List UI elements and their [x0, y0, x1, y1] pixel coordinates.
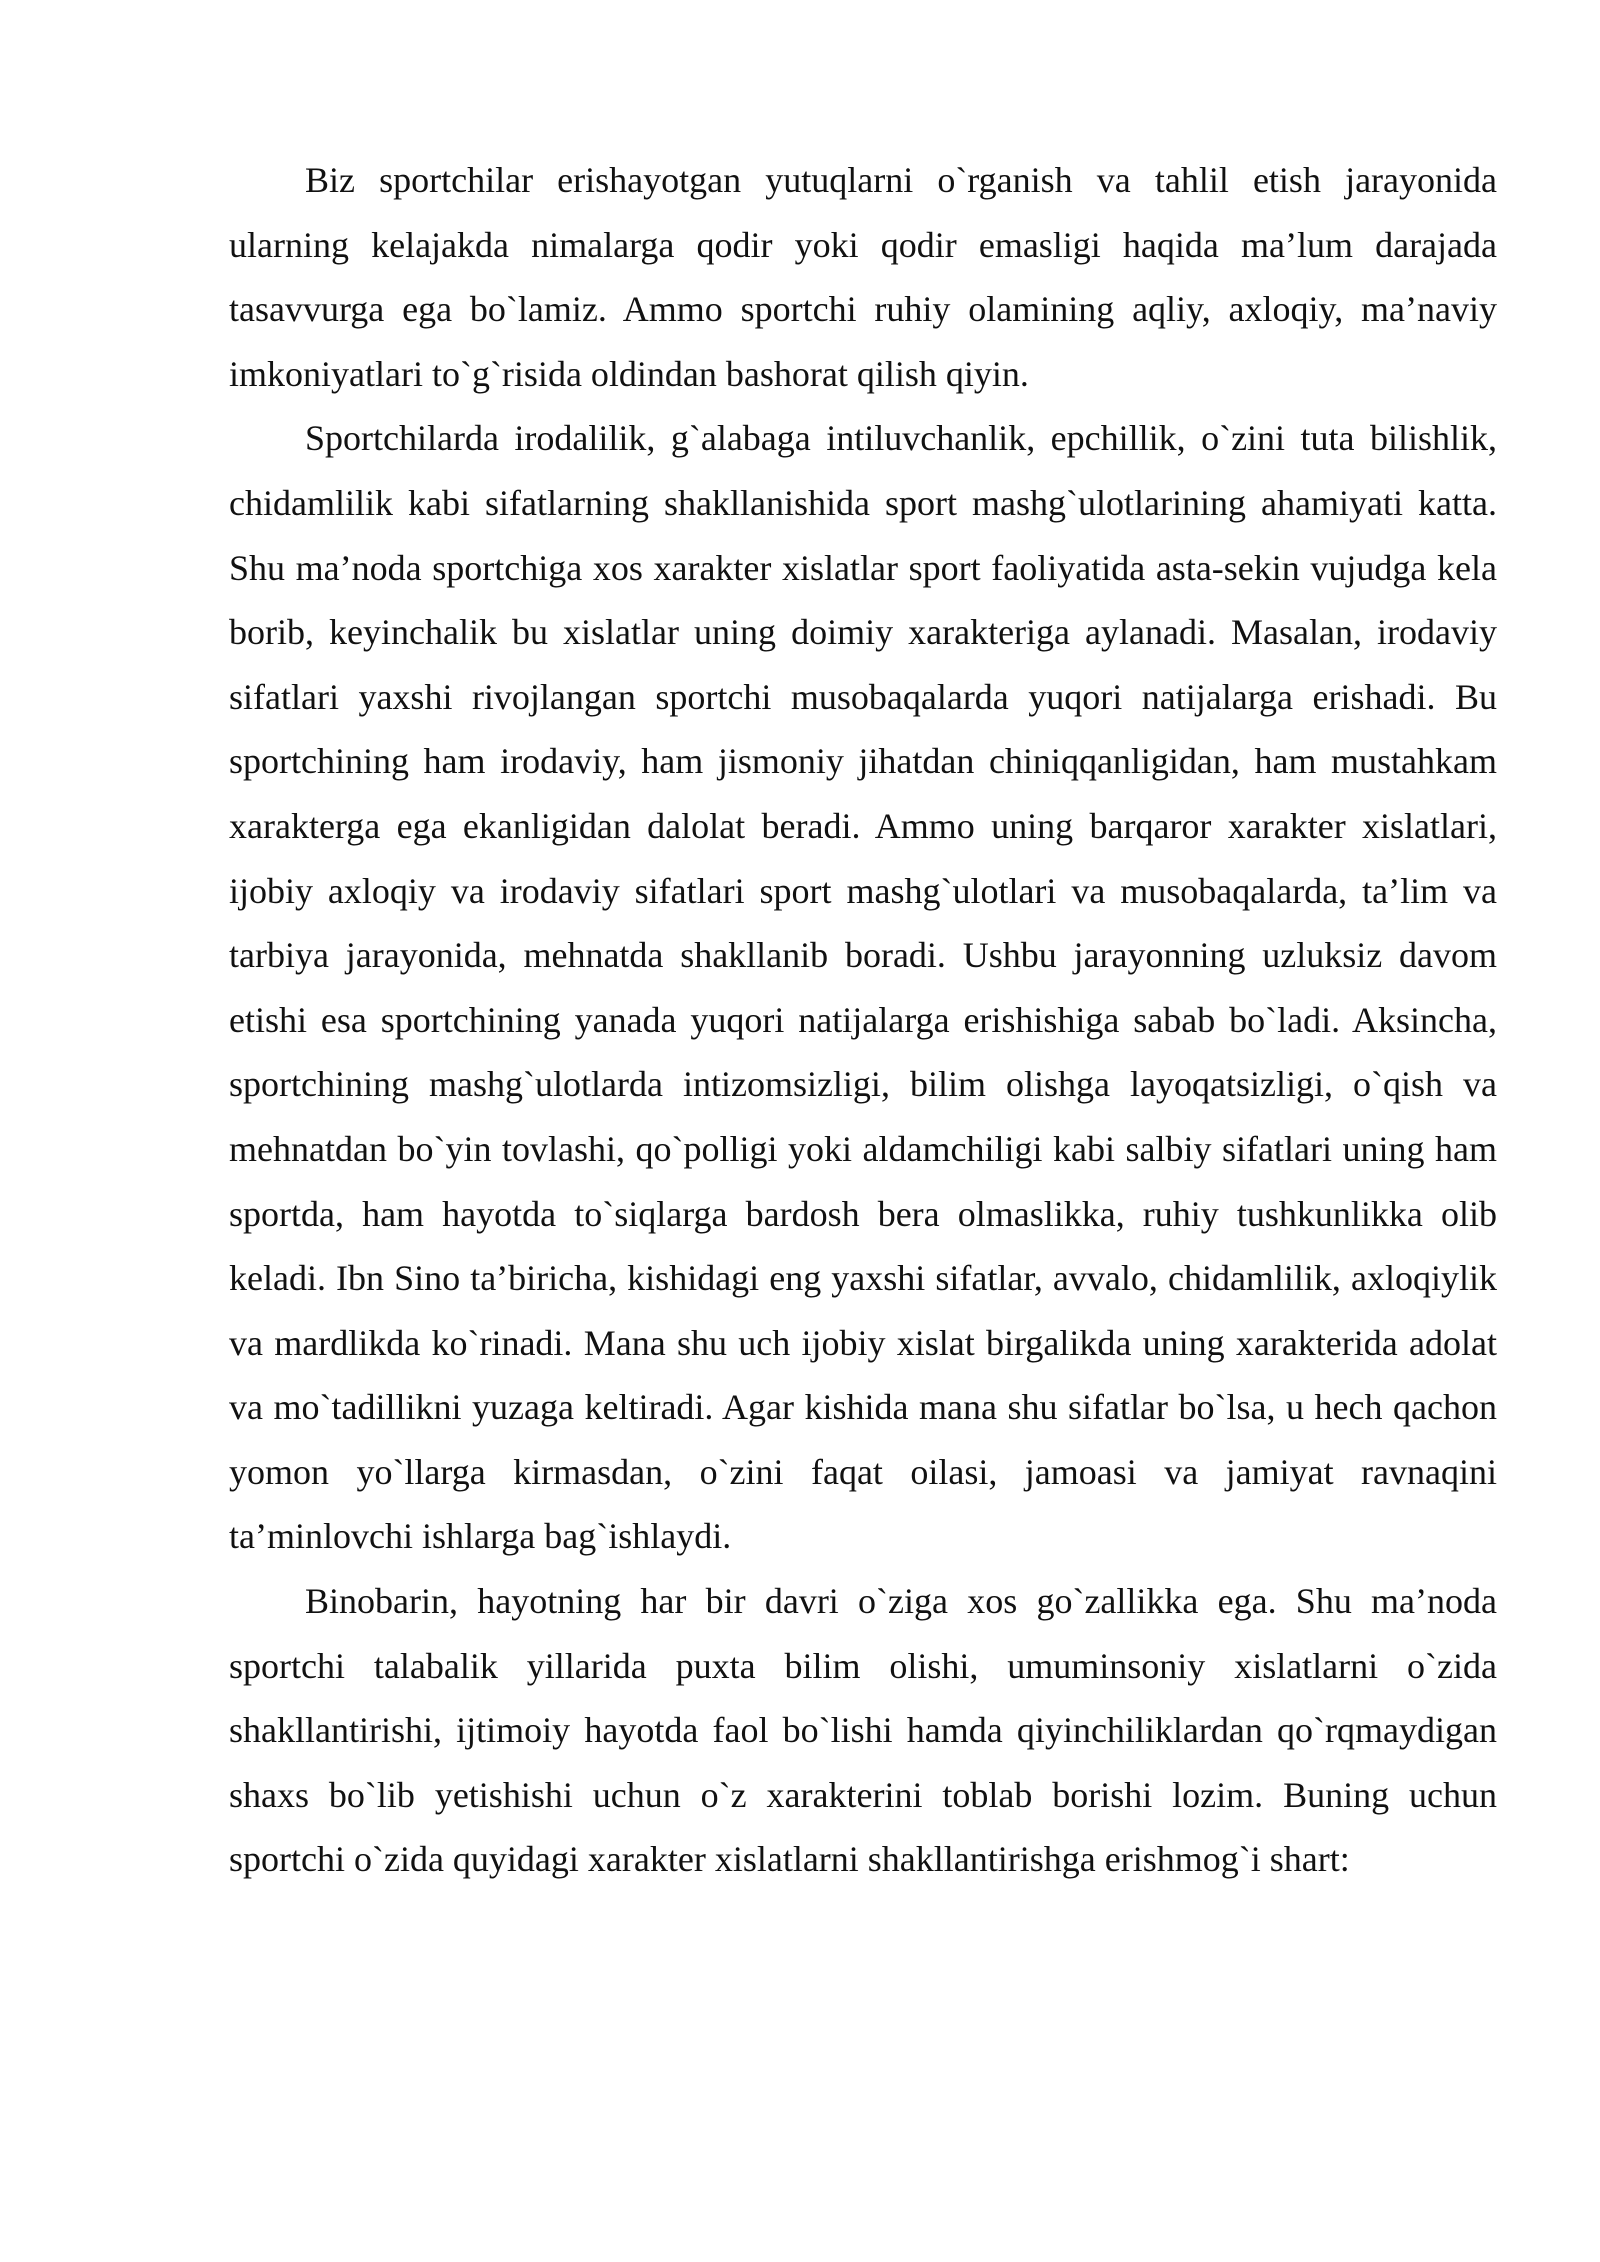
paragraph-2: Sportchilarda irodalilik, g`alabaga intiluvchanlik, epchillik, o`zini tuta bilishlik, chidamlilik kabi sifatlarning shakllanishida sport mashg`ulotlarining ahamiyati katta. Shu ma’noda sportchiga xos xarakter xislatlar sport faoliyatida asta-sekin vujudga kela borib, keyinchalik bu xislatlar uning doimiy xarakteriga aylanadi. Masalan, irodaviy sifatlari yaxshi rivojlangan sportchi musobaqalarda yuqori natijalarga erishadi. Bu sportchining ham irodaviy, ham jismoniy jihatdan chiniqqanligidan, ham mustahkam xarakterga ega ekanligidan dalolat beradi. Ammo uning barqaror xarakter xislatlari, ijobiy axloqiy va irodaviy sifatlari sport mashg`ulotlari va musobaqalarda, ta’lim va tarbiya jarayonida, mehnatda shakllanib boradi. Ushbu jarayonning uzluksiz davom etishi esa sportchining yanada yuqori natijalarga erishishiga sabab bo`ladi. Aksincha, sportchining mashg`ulotlarda intizomsizligi, bilim olishga layoqatsizligi, o`qish va mehnatdan bo`yin tovlashi, qo`polligi yoki aldamchiligi kabi salbiy sifatlari uning ham sportda, ham hayotda to`siqlarga bardosh bera olmaslikka, ruhiy tushkunlikka olib keladi. Ibn Sino ta’biricha, kishidagi eng yaxshi sifatlar, avvalo, chidamlilik, axloqiylik va mardlikda ko`rinadi. Mana shu uch ijobiy xislat birgalikda uning xarakterida adolat va mo`tadillikni yuzaga keltiradi. Agar kishida mana shu sifatlar bo`lsa, u hech qachon yomon yo`llarga kirmasdan, o`zini faqat oilasi, jamoasi va jamiyat ravnaqini ta’minlovchi ishlarga bag`ishlaydi. [229, 418, 1497, 1557]
paragraph-1: Biz sportchilar erishayotgan yutuqlarni o`rganish va tahlil etish jarayonida ularning kelajakda nimalarga qodir yoki qodir emasligi haqida ma’lum darajada tasavvurga ega bo`lamiz. Ammo sportchi ruhiy olamining aqliy, axloqiy, ma’naviy imkoniyatlari to`g`risida oldindan bashorat qilish qiyin. [229, 160, 1497, 394]
paragraph-3: Binobarin, hayotning har bir davri o`ziga xos go`zallikka ega. Shu ma’noda sportchi talabalik yillarida puxta bilim olishi, umuminsoniy xislatlarni o`zida shakllantirishi, ijtimoiy hayotda faol bo`lishi hamda qiyinchiliklardan qo`rqmaydigan shaxs bo`lib yetishishi uchun o`z xarakterini toblab borishi lozim. Buning uchun sportchi o`zida quyidagi xarakter xislatlarni shakllantirishga erishmog`i shart: [229, 1581, 1497, 1880]
document-page [229, 148, 1497, 1892]
